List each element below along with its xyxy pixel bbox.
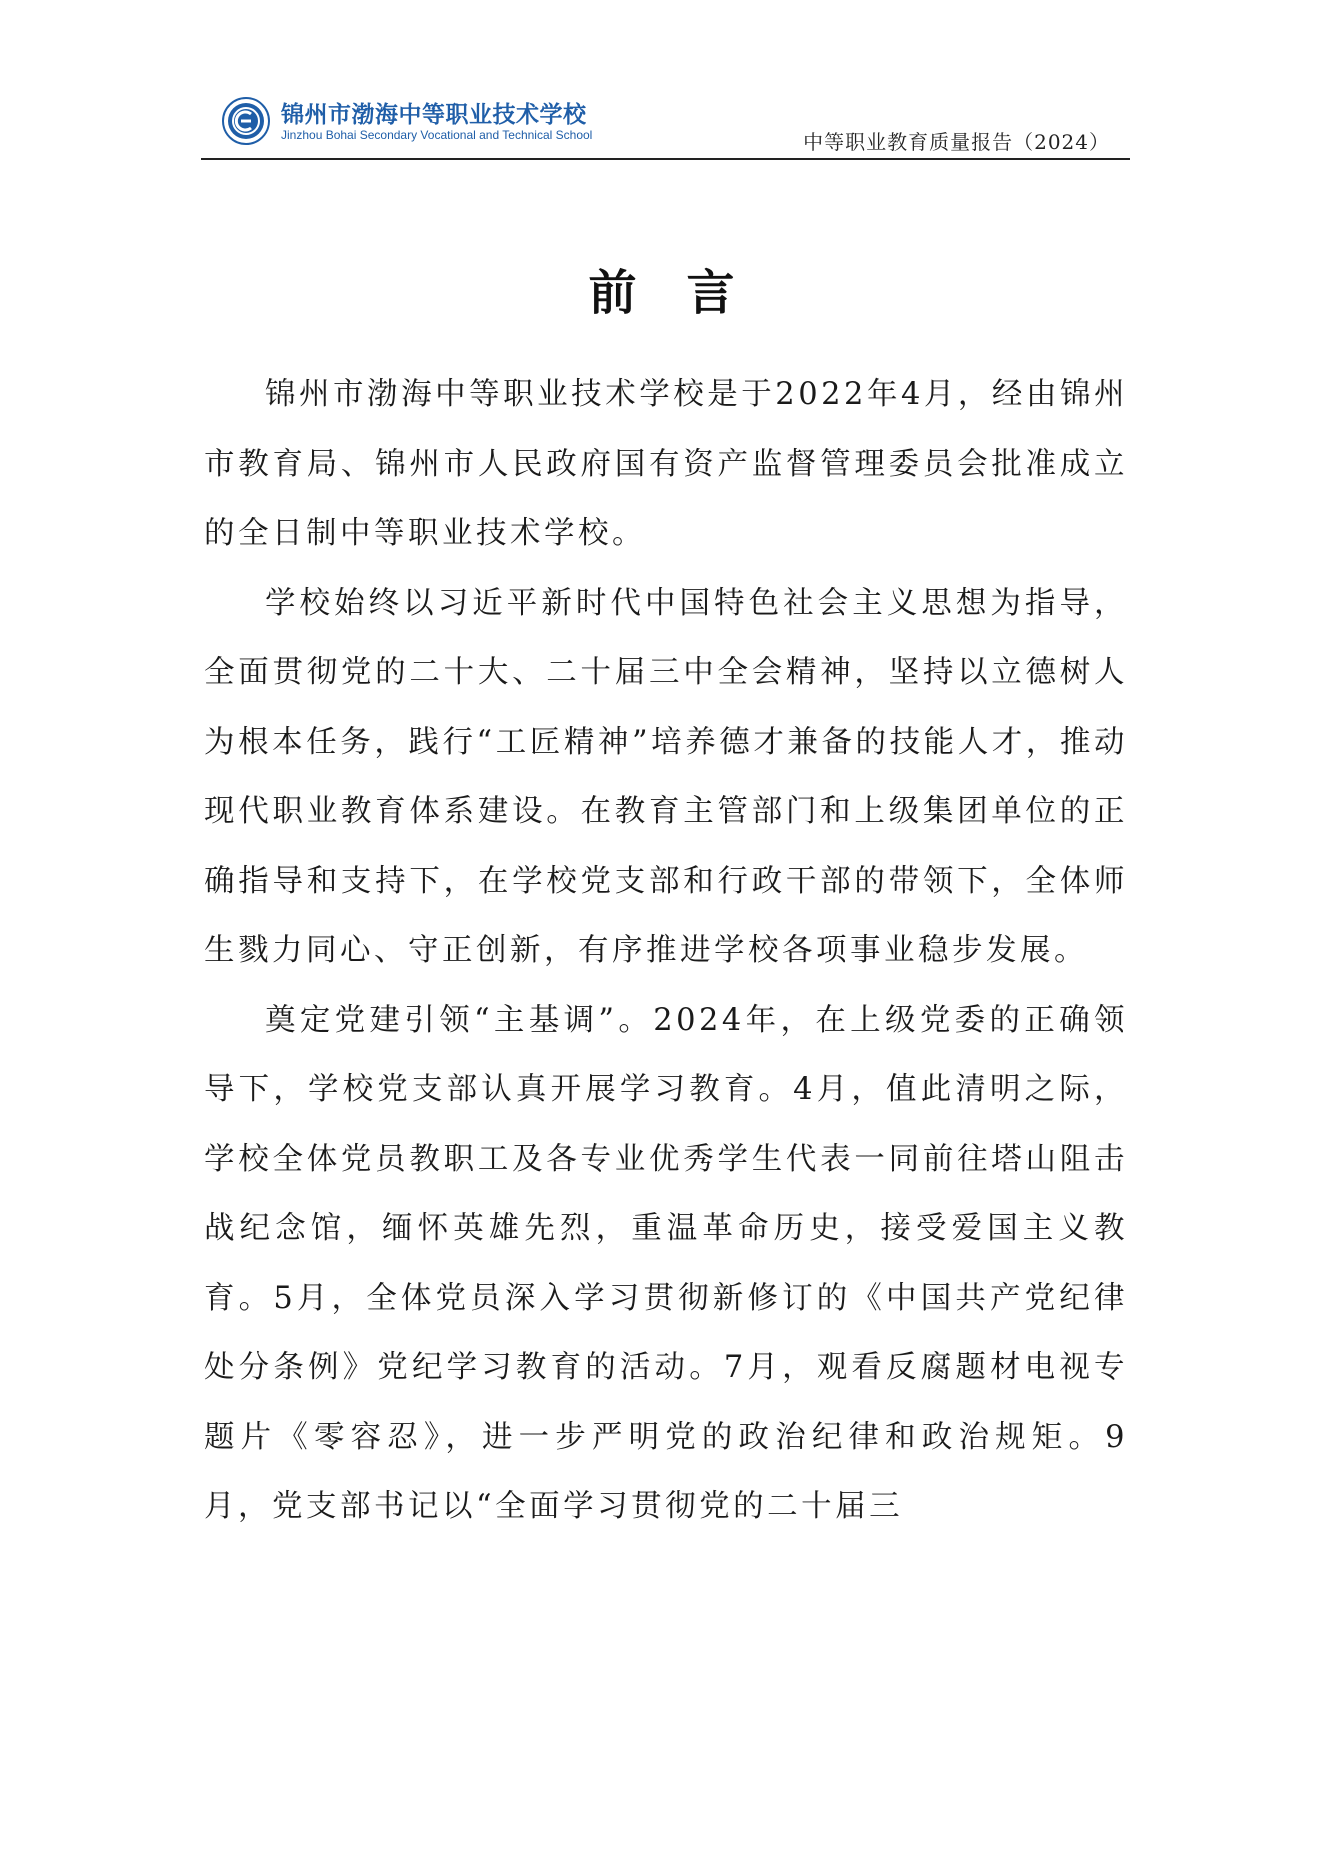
school-name-cn: 锦州市渤海中等职业技术学校 xyxy=(281,102,587,128)
paragraph-party-building: 奠定党建引领“主基调”。2024年，在上级党委的正确领导下，学校党支部认真开展学习教育。4月，值此清明之际，学校全体党员教职工及各专业优秀学生代表一同前往塔山阻击战纪念馆，缅怀英雄先烈，重温革命历史，接受爱国主义教育。5月，全体党员深入学习贯彻新修订的《中国共产党纪律处分条例》党纪学习教育的活动。7月，观看反腐题材电视专题片《零容忍》，进一步严明党的政治纪律和政治规矩。9月，党支部书记以“全面学习贯彻党的二十届三 xyxy=(204,1002,1128,1524)
report-title: 中等职业教育质量报告（2024） xyxy=(803,130,1110,154)
page-title: 前言 xyxy=(588,265,785,322)
paragraph-intro: 锦州市渤海中等职业技术学校是于2022年4月，经由锦州市教育局、锦州市人民政府国有资产监督管理委员会批准成立的全日制中等职业技术学校。 xyxy=(204,377,1128,551)
paragraph-guidance: 学校始终以习近平新时代中国特色社会主义思想为指导，全面贯彻党的二十大、二十届三中全会精神，坚持以立德树人为根本任务，践行“工匠精神”培养德才兼备的技能人才，推动现代职业教育体系建设。在教育主管部门和上级集团单位的正确指导和支持下，在学校党支部和行政干部的带领下，全体师生戮力同心、守正创新，有序推进学校各项事业稳步发展。 xyxy=(204,585,1128,968)
school-name-en: Jinzhou Bohai Secondary Vocational and Technical School xyxy=(281,128,593,142)
page-header xyxy=(201,92,1130,158)
school-emblem-icon xyxy=(221,96,271,146)
body-text xyxy=(204,360,1128,1542)
header-divider xyxy=(201,158,1130,160)
